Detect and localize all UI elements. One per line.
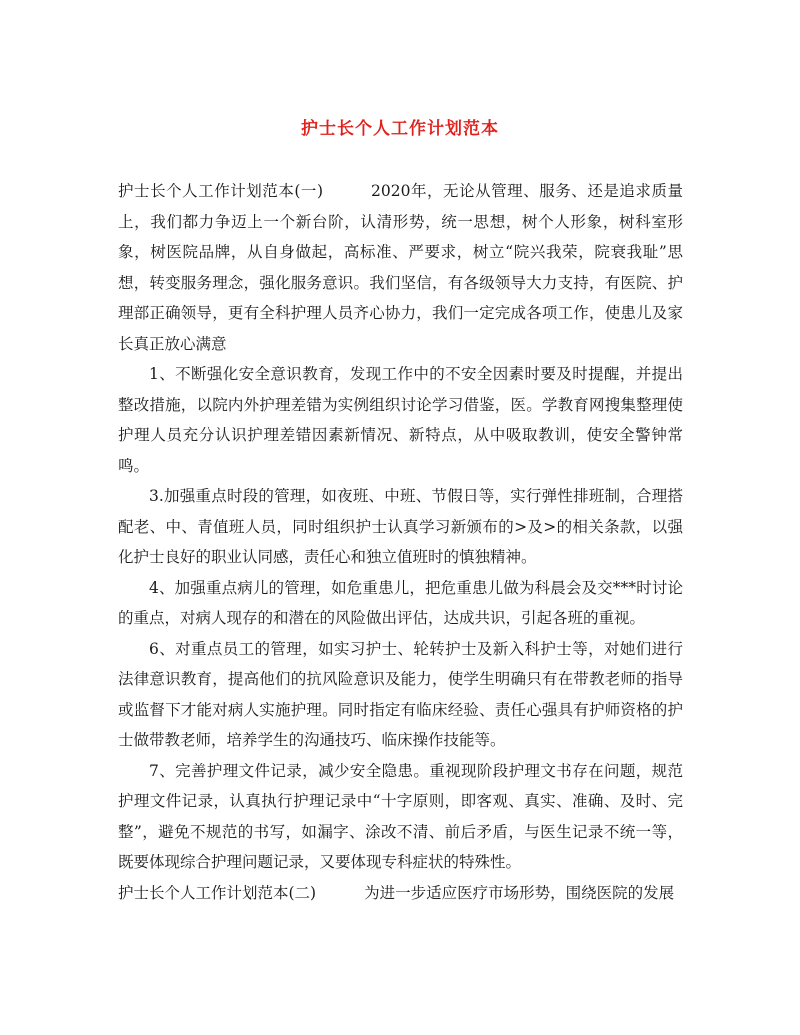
body-paragraph-1: 1、不断强化安全意识教育，发现工作中的不安全因素时要及时提醒，并提出整改措施，以院内外护理差错为实例组织讨论学习借鉴，医。学教育网搜集整理使护理人员充分认识护理差错因素新情况、新特点，从中吸取教训，使安全警钟常鸣。 xyxy=(118,365,683,475)
second-section-paragraph xyxy=(118,878,683,909)
document-body xyxy=(118,176,683,908)
intro-text: 2020年，无论从管理、服务、还是追求质量上，我们都力争迈上一个新台阶，认清形势，统一思想，树个人形象，树科室形象，树医院品牌，从自身做起，高标准、严要求，树立“院兴我荣，院衰我耻”思想，转变服务理念，强化服务意识。我们坚信，有各级领导大力支持，有医院、护理部正确领导，更有全科护理人员齐心协力，我们一定完成各项工作，使患儿及家长真正放心满意 xyxy=(118,182,683,353)
body-paragraph-4: 4、加强重点病儿的管理，如危重患儿，把危重患儿做为科晨会及交***时讨论的重点，对病人现存的和潜在的风险做出评估，达成共识，引起各班的重视。 xyxy=(118,578,683,627)
document-title: 护士长个人工作计划范本 xyxy=(301,119,499,139)
body-paragraph-7: 7、完善护理文件记录，减少安全隐患。重视现阶段护理文书存在问题，规范护理文件记录，认真执行护理记录中“十字原则，即客观、真实、准确、及时、完整”，避免不规范的书写，如漏字、涂改不清、前后矛盾，与医生记录不统一等，既要体现综合护理问题记录，又要体现专科症状的特殊性。 xyxy=(118,761,683,871)
section-heading-1: 护士长个人工作计划范本(一) xyxy=(118,182,324,200)
body-paragraph-6: 6、对重点员工的管理，如实习护士、轮转护士及新入科护士等，对她们进行法律意识教育，提高他们的抗风险意识及能力，使学生明确只有在带教老师的指导或监督下才能对病人实施护理。同时指定有临床经验、责任心强具有护师资格的护士做带教老师，培养学生的沟通技巧、临床操作技能等。 xyxy=(118,639,683,749)
section-heading-2: 护士长个人工作计划范本(二) xyxy=(118,883,317,902)
second-section-text: 为进一步适应医疗市场形势，围绕医院的发展 xyxy=(364,883,675,902)
body-paragraph-3: 3.加强重点时段的管理，如夜班、中班、节假日等，实行弹性排班制，合理搭配老、中、青值班人员，同时组织护士认真学习新颁布的>及>的相关条款，以强化护士良好的职业认同感，责任心和独立值班时的慎独精神。 xyxy=(118,487,683,566)
intro-paragraph xyxy=(118,176,683,359)
